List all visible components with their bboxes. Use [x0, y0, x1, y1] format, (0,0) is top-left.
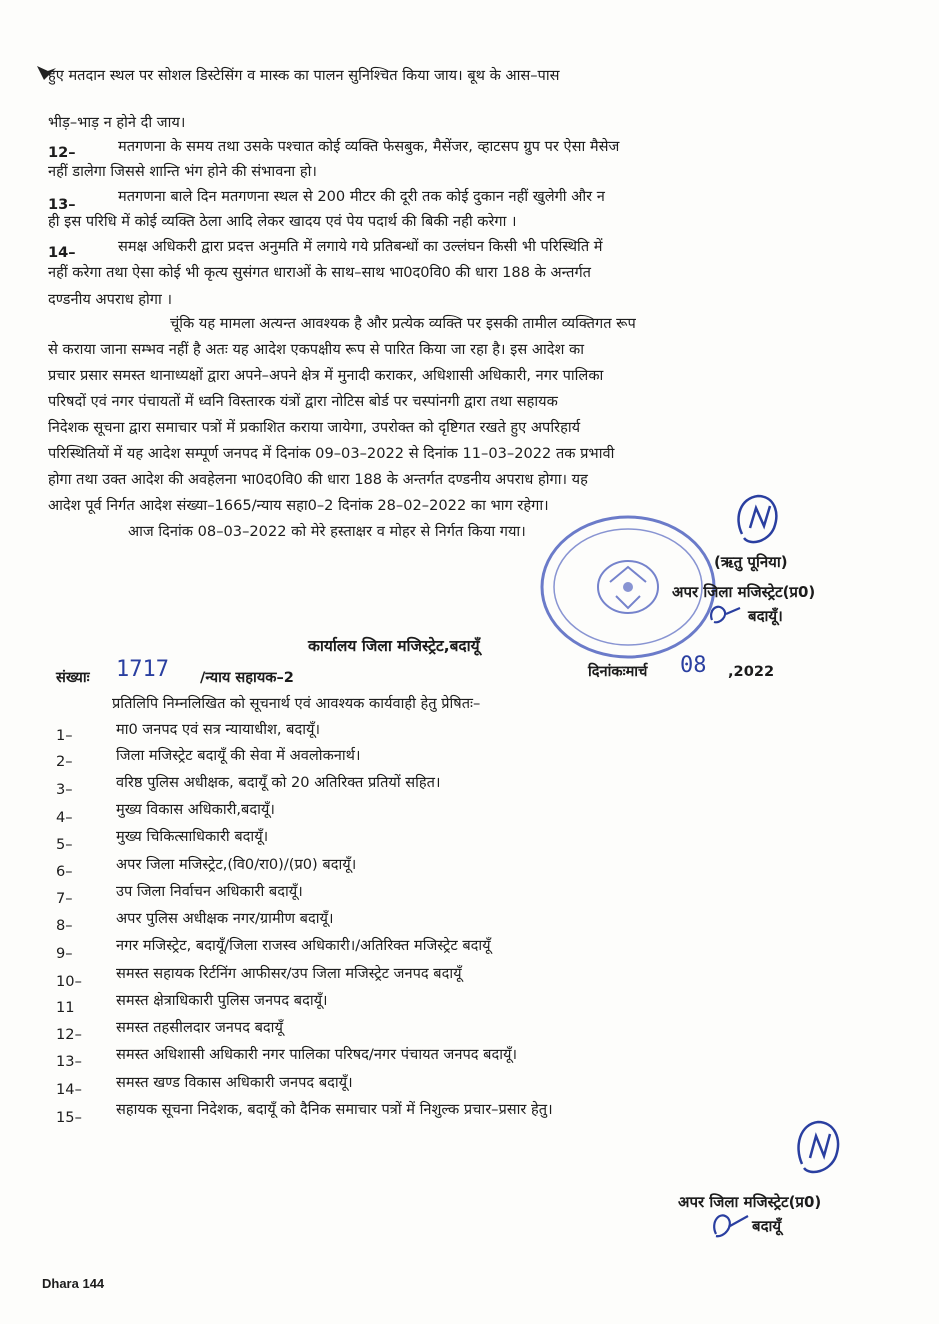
paragraph-line: से कराया जाना सम्भव नहीं है अतः यह आदेश एकपक्षीय रूप से पारित किया जा रहा है। इस आदेश का: [48, 341, 585, 358]
body-line: समक्ष अधिकरी द्वारा प्रदत्त अनुमति में लगाये गये प्रतिबन्धों का उल्लंघन किसी भी परिस्थिति में: [118, 238, 603, 255]
body-line: मतगणना बाले दिन मतगणना स्थल से 200 मीटर की दूरी तक कोई दुकान नहीं खुलेगी और न: [118, 188, 605, 205]
handwritten-signature-2: [708, 1208, 754, 1242]
body-line: दण्डनीय अपराध होगा ।: [48, 291, 172, 308]
copy-intro: प्रतिलिपि निम्नलिखित को सूचनार्थ एवं आवश्यक कार्यवाही हेतु प्रेषितः–: [112, 695, 481, 712]
signatory-title-2: अपर जिला मजिस्ट्रेट(प्र0): [678, 1193, 822, 1211]
paragraph-line: परिषदों एवं नगर पंचायतों में ध्वनि विस्तारक यंत्रों द्वारा नोटिस बोर्ड पर चस्पांनगी द्वारा तथा सहायक: [48, 393, 558, 410]
paragraph-line: आज दिनांक 08–03–2022 को मेरे हस्ताक्षर व मोहर से निर्गत किया गया।: [128, 523, 526, 540]
paragraph-line: आदेश पूर्व निर्गत आदेश संख्या–1665/न्याय सहा0–2 दिनांक 28–02–2022 का भाग रहेगा।: [48, 497, 549, 514]
reference-suffix: /न्याय सहायक–2: [200, 669, 294, 686]
signatory-title: अपर जिला मजिस्ट्रेट(प्र0): [672, 583, 816, 601]
footer-label: Dhara 144: [42, 1276, 105, 1291]
body-line: 13–: [48, 196, 76, 213]
document-page: हुए मतदान स्थल पर सोशल डिस्टेसिंग व मास्क का पालन सुनिश्चित किया जाय। बूथ के आस–पास भीड़–भाड़ न होने दी जाय। 12– मतगणना के समय तथा उसके पश्चात कोई व्यक्ति फेसबुक, मैसेंजर, व्हाटसप ग्रुप पर ऐसा मैसेज नहीं डालेगा जिससे शान्ति भंग होने की संभावना हो। 13– मतगणना बाले दिन मतगणना स्थल से 200 मीटर की दूरी तक कोई दुकान नहीं खुलेगी और न ही इस परिधि में कोई व्यक्ति ठेला आदि लेकर खादय एवं पेय पदार्थ की बिकी नही करेगा । 14– समक्ष अधिकरी द्वारा प्रदत्त अनुमति में लगाये गये प्रतिबन्धों का उल्लंघन किसी भी परिस्थिति में नहीं करेगा तथा ऐसा कोई भी कृत्य सुसंगत धाराओं के साथ–साथ भा0द0वि0 की धारा 188 के अन्तर्गत दण्डनीय अपराध होगा । चूंकि यह मामला अत्यन्त आवश्यक है और प्रत्येक व्यक्ति पर इसकी तामील व्यक्तिगत रूप से कराया जाना सम्भव नहीं है अतः यह आदेश एकपक्षीय रूप से पारित किया जा रहा है। इस आदेश का प्रचार प्रसार समस्त थानाध्यक्षों द्वारा अपने–अपने क्षेत्र में मुनादी कराकर, अधिशासी अधिकारी, नगर पालिका परिषदों एवं नगर पंचायतों में ध्वनि विस्तारक यंत्रों द्वारा नोटिस बोर्ड पर चस्पांनगी द्वारा तथा सहायक निदेशक सूचना द्वारा समाचार पत्रों में प्रकाशित कराया जायेगा, उपरोक्त को दृष्टिगत रखते हुए अपरिहार्य परिस्थितियों में यह आदेश सम्पूर्ण जनपद में दिनांक 09–03–2022 से दिनांक 11–03–2022 तक प्रभावी होगा तथा उक्त आदेश की अवहेलना भा0द0वि0 की धारा 188 के अन्तर्गत दण्डनीय अपराध होगा। यह आदेश पूर्व निर्गत आदेश संख्या–1665/न्याय सहा0–2 दिनांक 28–02–2022 का भाग रहेगा। आज दिनांक 08–03–2022 को मेरे हस्ताक्षर व मोहर से निर्गत किया गया। (ऋतु पूनिया) अपर जिला मजिस्ट्रेट(प्र0) बदायूँ। कार्यालय जिला मजिस्ट्रेट,बदायूँ संख्याः 1717 /न्याय सहायक–2 दिनांकःमार्च 08 ,2022 प्रतिलिपि निम्नलिखित को सूचनार्थ एवं आवश्यक कार्यवाही हेतु प्रेषितः– 1– मा0 जनपद एवं सत्र न्यायाधीश, बदायूँ। 2– जिला मजिस्ट्रेट बदायूँ की सेवा में अवलोकनार्थ। 3– वरिष्ठ पुलिस अधीक्षक, बदायूँ को 20 अतिरिक्त प्रतियों सहित। 4– मुख्य विकास अधिकारी,बदायूँ। 5– मुख्य चिकित्साधिकारी बदायूँ। 6– अपर जिला मजिस्ट्रेट,(वि0/रा0)/(प्र0) बदायूँ। 7– उप जिला निर्वाचन अधिकारी बदायूँ। 8– अपर पुलिस अधीक्षक नगर/ग्रामीण बदायूँ। 9– नगर मजिस्ट्रेट, बदायूँ/जिला राजस्व अधिकारी।/अतिरिक्त मजिस्ट्रेट बदायूँ 10– समस्त सहायक रिर्टनिंग आफीसर/उप जिला मजिस्ट्रेट जनपद बदायूँ 11 समस्त क्षेत्राधिकारी पुलिस जनपद बदायूँ। 12– समस्त तहसीलदार जनपद बदायूँ 13– समस्त अधिशासी अधिकारी नगर पालिका परिषद/नगर पंचायत जनपद बदायूँ। 14– समस्त खण्ड विकास अधिकारी जनपद बदायूँ। 15– सहायक सूचना निदेशक, बदायूँ को दैनिक समाचार पत्रों में निशुल्क प्रचार–प्रसार हेतु। अपर जिला मजिस्ट्रेट(प्र0) बदायूँ Dhara 144: [0, 0, 939, 1324]
reference-label: संख्याः: [56, 669, 90, 686]
body-line: 12–: [48, 144, 76, 161]
paragraph-line: परिस्थितियों में यह आदेश सम्पूर्ण जनपद में दिनांक 09–03–2022 से दिनांक 11–03–2022 तक प्रभावी: [48, 445, 615, 462]
date-year: ,2022: [728, 663, 775, 680]
paragraph-line: चूंकि यह मामला अत्यन्त आवश्यक है और प्रत्येक व्यक्ति पर इसकी तामील व्यक्तिगत रूप: [170, 315, 636, 332]
office-heading: कार्यालय जिला मजिस्ट्रेट,बदायूँ: [308, 637, 480, 655]
date-day: 08: [680, 653, 707, 678]
body-line: मतगणना के समय तथा उसके पश्चात कोई व्यक्ति फेसबुक, मैसेंजर, व्हाटसप ग्रुप पर ऐसा मैसेज: [118, 138, 620, 155]
handwritten-signature-1: [706, 600, 746, 628]
handwritten-initial-2: [790, 1116, 848, 1180]
body-line: 14–: [48, 244, 76, 261]
reference-number: 1717: [116, 657, 169, 682]
body-line: भीड़–भाड़ न होने दी जाय।: [48, 114, 186, 131]
body-line: हुए मतदान स्थल पर सोशल डिस्टेसिंग व मास्क का पालन सुनिश्चित किया जाय। बूथ के आस–पास: [48, 67, 560, 84]
body-line: नहीं करेगा तथा ऐसा कोई भी कृत्य सुसंगत धाराओं के साथ–साथ भा0द0वि0 की धारा 188 के अन्तर्गत: [48, 264, 591, 281]
date-label: दिनांकःमार्च: [588, 663, 648, 680]
paragraph-line: निदेशक सूचना द्वारा समाचार पत्रों में प्रकाशित कराया जायेगा, उपरोक्त को दृष्टिगत रखते हुए अपरिहार्य: [48, 419, 581, 436]
signatory-place: बदायूँ।: [748, 607, 783, 625]
paragraph-line: होगा तथा उक्त आदेश की अवहेलना भा0द0वि0 की धारा 188 के अन्तर्गत दण्डनीय अपराध होगा। यह: [48, 471, 588, 488]
signatory-name: (ऋतु पूनिया): [714, 553, 788, 571]
signatory-place-2: बदायूँ: [752, 1217, 782, 1235]
body-line: नहीं डालेगा जिससे शान्ति भंग होने की संभावना हो।: [48, 163, 317, 180]
paragraph-line: प्रचार प्रसार समस्त थानाध्यक्षों द्वारा अपने–अपने क्षेत्र में मुनादी कराकर, अधिशासी अधिकारी, नगर पालिका: [48, 367, 604, 384]
handwritten-initial-1: [728, 488, 788, 550]
body-line: ही इस परिधि में कोई व्यक्ति ठेला आदि लेकर खादय एवं पेय पदार्थ की बिकी नही करेगा ।: [48, 213, 517, 230]
